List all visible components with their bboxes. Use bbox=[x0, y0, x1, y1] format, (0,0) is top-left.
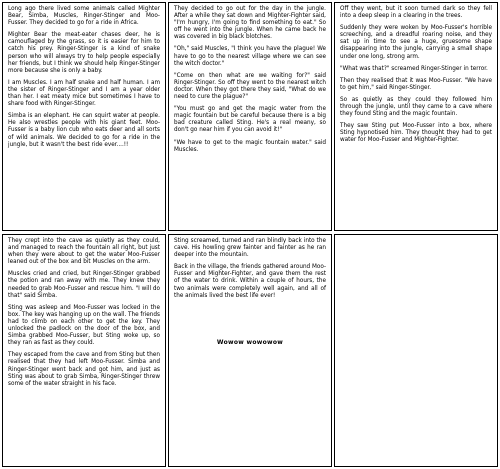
story-paragraph: Muscles cried and cried, but Ringer-Stinger grabbed the potion and ran away with me. They knew they needed to grab Moo-Fusser and rescue him. "I will do that" said Simba. bbox=[8, 271, 160, 299]
story-panel-3 bbox=[334, 2, 498, 231]
story-paragraph: "Come on then what are we waiting for?" said Ringer-Stinger. So off they went to the nearest witch doctor. When they got there they said, "What do we need to cure the plague?" bbox=[174, 72, 326, 101]
story-panel-5 bbox=[168, 234, 332, 467]
story-paragraph: "Oh," said Muscles, "I think you have the plague! We have to go to the nearest village where we can see the witch doctor." bbox=[174, 46, 326, 67]
story-panel-4 bbox=[2, 234, 166, 467]
story-paragraph: Simba is an elephant. He can squirt water at people. He also wrestles people with his giant feet. Moo-Fusser is a baby lion cub who eats deer and all sorts of wild animals. We decided to go for a ride in the jungle, but it wasn't the best ride ever....!! bbox=[8, 113, 160, 148]
story-paragraph: Back in the village, the friends gathered around Moo-Fusser and Mighter-Fighter, and gave them the rest of the water to drink. Within a couple of hours, the two animals were completely well again, and all of the animals lived the best life ever! bbox=[174, 264, 327, 299]
story-paragraph: They escaped from the cave and from Sting but then realised that they had left Moo-Fusser. Simba and Ringer-Stinger went back and got him, and just as Sting was about to grab Simba, Ringer-Stinger threw some of the water straight in his face. bbox=[8, 352, 160, 387]
story-paragraph: Sting was asleep and Moo-Fusser was locked in the box. The key was hanging up on the wall. The friends had to climb on each other to get the key. They unlocked the padlock on the door of the box, and Simba grabbed Moo-Fusser, but Sting woke up, so they ran as fast as they could. bbox=[8, 304, 160, 347]
story-paragraph: They decided to go out for the day in the jungle. After a while they sat down and Mighter-Fighter said, "I'm hungry, I'm going to find something to eat." So off he went into the jungle. When he came back he was covered in big black blotches. bbox=[174, 6, 326, 41]
story-paragraph: Mighter Bear the meat-eater chases deer, he is camouflaged by the grass, so it is easier for him to catch his prey. Ringer-Stinger is a kind of snake person who will always try to help people especially her friends, but I think we should help Ringer-Stinger more because she is only a baby. bbox=[8, 32, 160, 74]
story-panel-1 bbox=[2, 2, 166, 231]
story-paragraph: Sting screamed, turned and ran blindly back into the cave. His howling grew fainter and fainter as he ran deeper into the mountain. bbox=[174, 238, 326, 259]
story-paragraph: Suddenly they were woken by Moo-Fusser's horrible screeching, and a dreadful roaring noise, and they sat up in time to see a huge, gruesome shape disappearing into the jungle, carrying a small shape under one long, strong arm. bbox=[340, 25, 492, 60]
story-paragraph: Off they went, but it soon turned dark so they fell into a deep sleep in a clearing in the trees. bbox=[340, 6, 492, 20]
story-paragraph: They crept into the cave as quietly as they could, and managed to reach the fountain all right, but just when they were about to get the water Moo-Fusser leaned out of the box and bit Muscles on the arm. bbox=[8, 238, 160, 266]
story-paragraph: "What was that?" screamed Ringer-Stinger in terror. bbox=[340, 65, 488, 72]
story-paragraph: I am Muscles. I am half snake and half human. I am the sister of Ringer-Stinger and I am a year older than her. I eat meaty mice but sometimes I have to share food with Ringer-Stinger. bbox=[8, 79, 160, 108]
story-ending-text: Wowow wowowow bbox=[216, 339, 284, 346]
empty-story-panel bbox=[334, 234, 498, 467]
story-paragraph: They saw Sting put Moo-Fusser into a box, where Sting hypnotised him. They thought they had to get water for Moo-Fusser and Mighter-Fighter. bbox=[340, 123, 492, 144]
story-paragraph: "You must go and get the magic water from the magic fountain but be careful because there is a big bad creature called Sting. He's a real meany, so don't go near him if you can avoid it!" bbox=[174, 106, 326, 134]
story-panel-2 bbox=[168, 2, 332, 231]
story-paragraph: Then they realised that it was Moo-Fusser. "We have to get him," said Ringer-Stinger. bbox=[340, 77, 492, 91]
story-paragraph: Long ago there lived some animals called Mighter Bear, Simba, Muscles, Ringer-Stinger and Moo-Fusser. They decided to go for a ride in Africa. bbox=[8, 6, 160, 27]
story-paragraph: "We have to get to the magic fountain water." said Muscles. bbox=[174, 139, 326, 153]
story-paragraph: So as quietly as they could they followed him through the jungle, until they came to a cave where they found Sting and the magic fountain. bbox=[340, 96, 492, 118]
